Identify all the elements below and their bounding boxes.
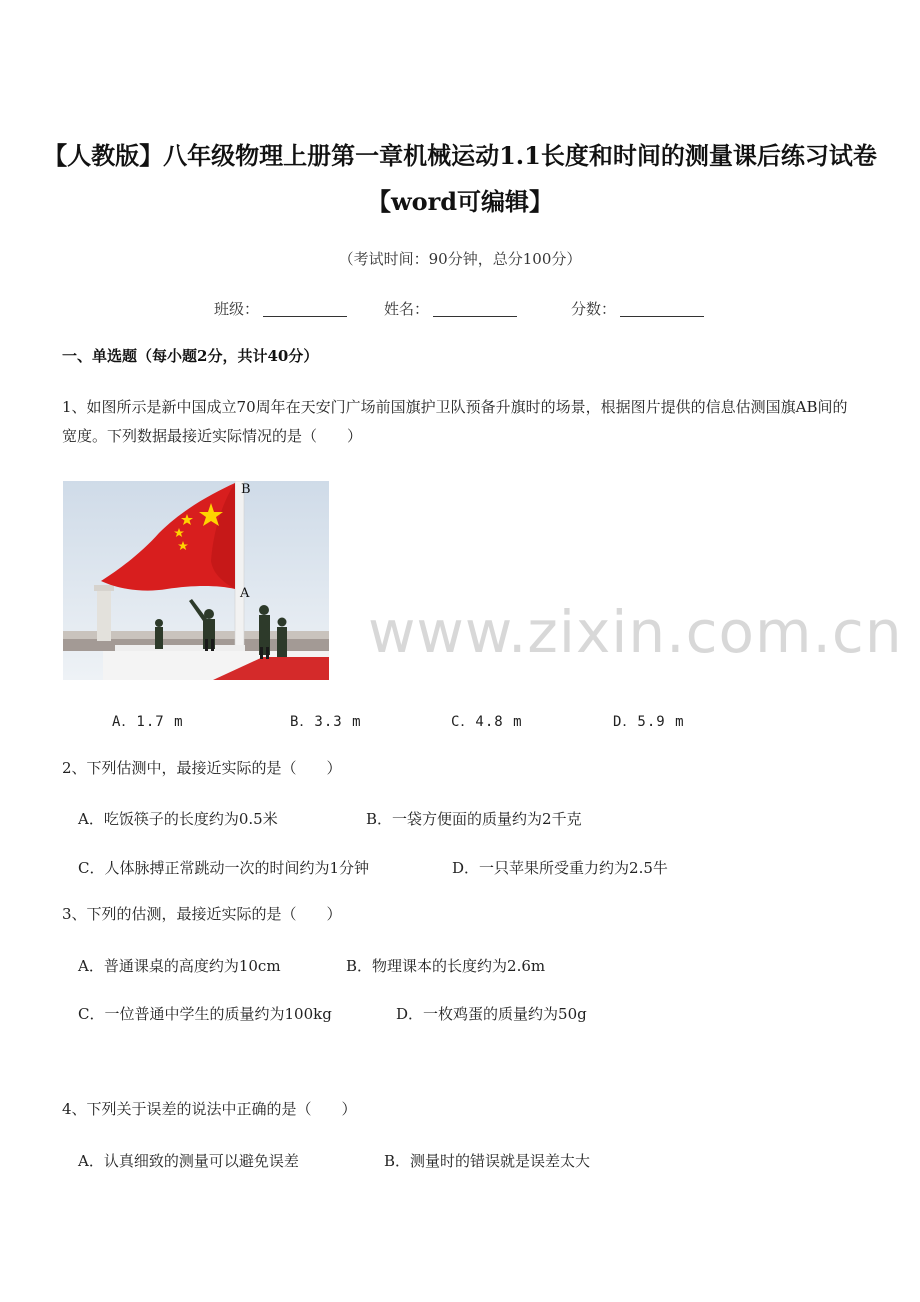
q4-option-a: A．认真细致的测量可以避免误差 (78, 1152, 299, 1170)
q3-option-c: C．一位普通中学生的质量约为100kg (78, 1005, 332, 1023)
q1-option-c: C．4.8 m (451, 714, 523, 730)
question-1-text: 1、如图所示是新中国成立70周年在天安门广场前国旗护卫队预备升旗时的场景，根据图片提供的信息估测国旗AB间的宽度。下列数据最接近实际情况的是（ ） (62, 398, 848, 445)
name-label: 姓名： (384, 300, 430, 318)
q2-option-a: A．吃饭筷子的长度约为0.5米 (78, 810, 278, 828)
exam-time-note: （考试时间：90分钟，总分100分） (338, 250, 582, 268)
question-4-text: 4、下列关于误差的说法中正确的是（ ） (62, 1100, 357, 1118)
figure-label-b: B (241, 482, 251, 497)
q1-option-b: B．3.3 m (290, 714, 362, 730)
flag-raising-photo (63, 481, 329, 680)
section-heading: 一、单选题（每小题2分，共计40分） (62, 347, 319, 365)
q2-option-b: B．一袋方便面的质量约为2千克 (366, 810, 582, 828)
q2-option-c: C．人体脉搏正常跳动一次的时间约为1分钟 (78, 859, 370, 877)
class-field (214, 298, 347, 319)
document-title: 【人教版】八年级物理上册第一章机械运动1.1长度和时间的测量课后练习试卷【word可编辑】 (43, 141, 877, 216)
watermark-text: www.zixin.com.cn (368, 598, 903, 666)
figure-label-a: A (240, 586, 250, 601)
q3-option-d: D．一枚鸡蛋的质量约为50g (396, 1005, 587, 1023)
q1-option-d: D．5.9 m (613, 714, 685, 730)
q4-option-b: B．测量时的错误就是误差太大 (384, 1152, 591, 1170)
score-blank (620, 300, 704, 317)
class-blank (263, 300, 347, 317)
name-field (384, 298, 517, 319)
q1-option-a: A．1.7 m (112, 714, 184, 730)
q2-option-d: D．一只苹果所受重力约为2.5牛 (452, 859, 668, 877)
q3-option-b: B．物理课本的长度约为2.6m (346, 957, 546, 975)
name-blank (433, 300, 517, 317)
q3-option-a: A．普通课桌的高度约为10cm (78, 957, 281, 975)
class-label: 班级： (214, 300, 260, 318)
score-field (571, 298, 704, 319)
question-2-text: 2、下列估测中，最接近实际的是（ ） (62, 759, 342, 777)
score-label: 分数： (571, 300, 617, 318)
question-3-text: 3、下列的估测，最接近实际的是（ ） (62, 905, 342, 923)
